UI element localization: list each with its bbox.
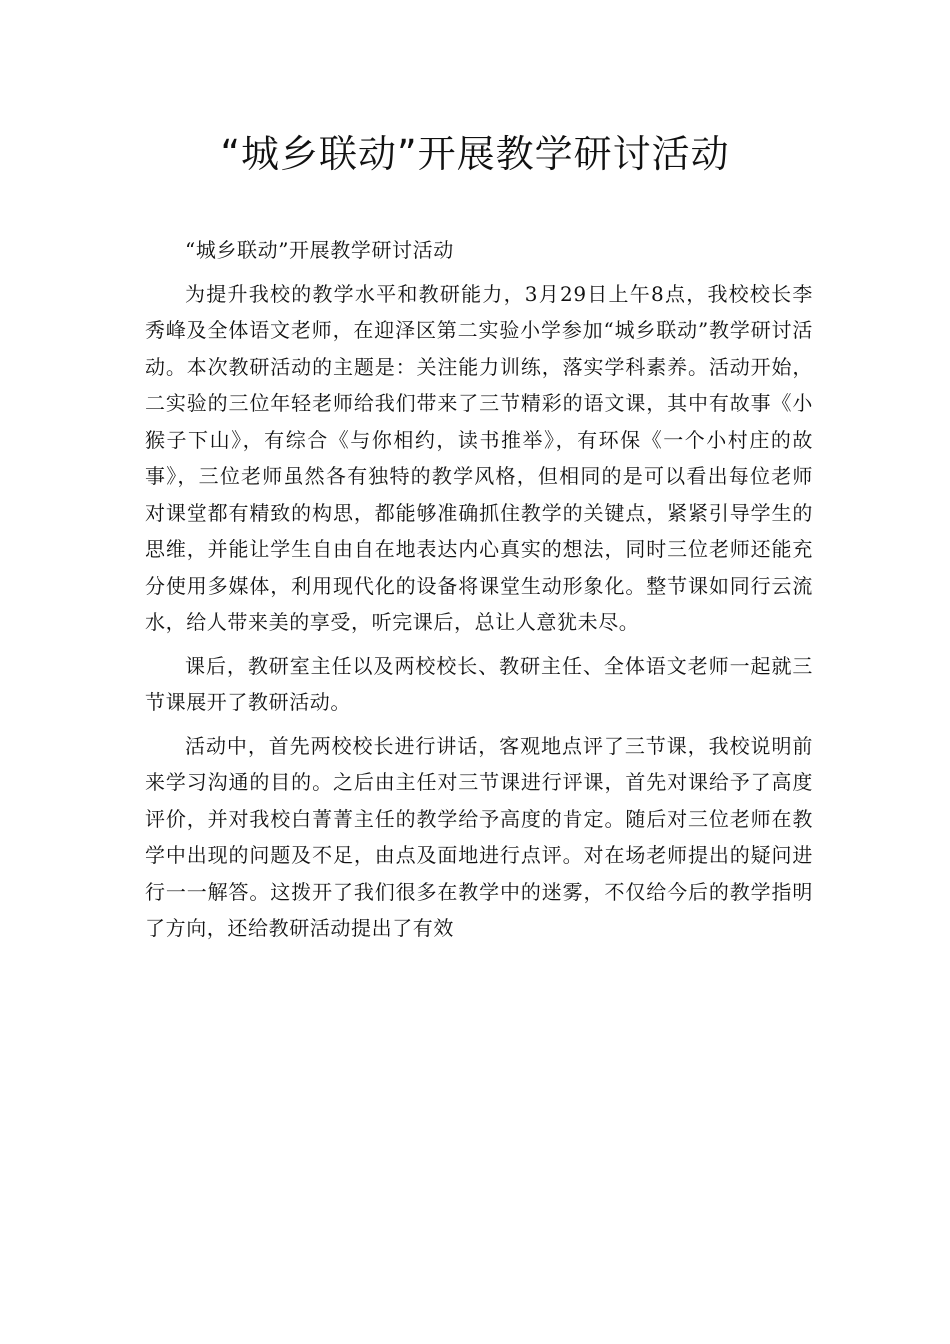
document-body (145, 232, 813, 947)
paragraph-2: 课后，教研室主任以及两校校长、教研主任、全体语文老师一起就三节课展开了教研活动。 (145, 653, 813, 714)
body-subtitle: “城乡联动”开展教学研讨活动 (185, 238, 454, 262)
paragraph-1: 为提升我校的教学水平和教研能力，3月29日上午8点，我校校长李秀峰及全体语文老师，在迎泽区第二实验小学参加“城乡联动”教学研讨活动。本次教研活动的主题是：关注能力训练，落实学科素养。活动开始，二实验的三位年轻老师给我们带来了三节精彩的语文课，其中有故事《小猴子下山》，有综合《与你相约，读书推举》，有环保《一个小村庄的故事》，三位老师虽然各有独特的教学风格，但相同的是可以看出每位老师对课堂都有精致的构思，都能够准确抓住教学的关键点，紧紧引导学生的思维，并能让学生自由自在地表达内心真实的想法，同时三位老师还能充分使用多媒体，利用现代化的设备将课堂生动形象化。整节课如同行云流水，给人带来美的享受，听完课后，总让人意犹未尽。 (145, 281, 813, 634)
paragraph-3: 活动中，首先两校校长进行讲话，客观地点评了三节课，我校说明前来学习沟通的目的。之后由主任对三节课进行评课，首先对课给予了高度评价，并对我校白菁菁主任的教学给予高度的肯定。随后对三位老师在教学中出现的问题及不足，由点及面地进行点评。对在场老师提出的疑问进行一一解答。这拨开了我们很多在教学中的迷雾，不仅给今后的教学指明了方向，还给教研活动提出了有效 (145, 733, 813, 940)
document-title: “城乡联动”开展教学研讨活动 (220, 132, 730, 176)
